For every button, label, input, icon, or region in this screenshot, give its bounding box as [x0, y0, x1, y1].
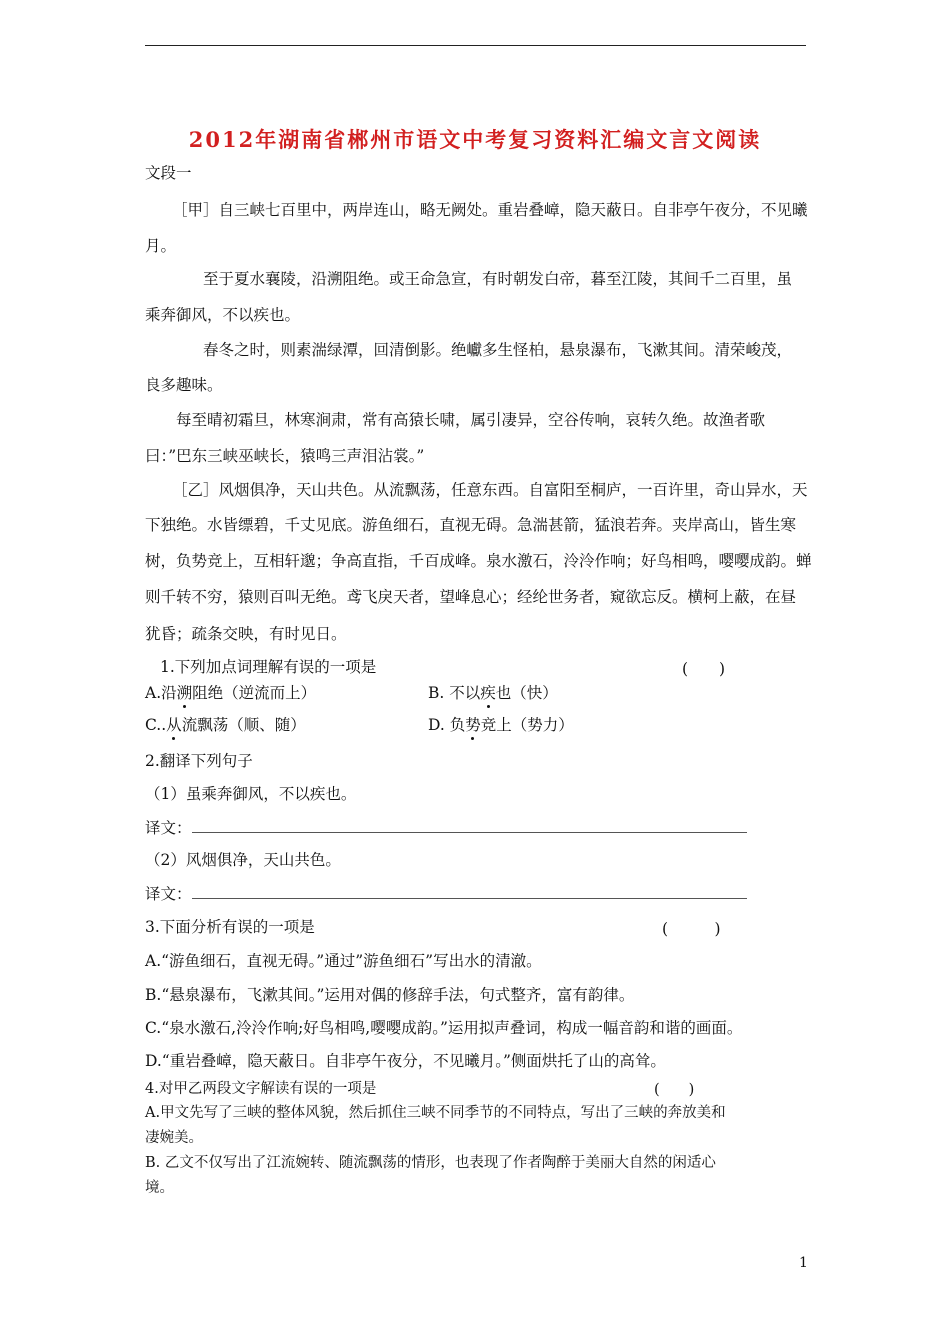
- q4-option-b-line1: B. 乙文不仅写出了江流婉转、随流飘荡的情形，也表现了作者陶醉于美丽大自然的闲适心: [145, 1155, 716, 1171]
- q2-sentence-2: （2）风烟俱净，天山共色。: [145, 851, 341, 869]
- q2-sentence-1: （1）虽乘奔御风，不以疾也。: [145, 785, 357, 803]
- translation-2-blank[interactable]: [192, 884, 747, 899]
- yi-line5: 犹昏；疏条交映，有时见日。: [145, 625, 347, 643]
- q2-translation-1: 译文：: [145, 818, 747, 838]
- q4-option-a-line1: A.甲文先写了三峡的整体风貌，然后抓住三峡不同季节的不同特点，写出了三峡的奔放美和: [145, 1105, 726, 1121]
- jia-p4-line1: 每至晴初霜旦，林寒涧肃，常有高猿长啸，属引凄异，空谷传响，哀转久绝。故渔者歌: [176, 411, 766, 429]
- q3-option-d: D.“重岩叠嶂，隐天蔽日。自非亭午夜分，不见曦月。”侧面烘托了山的高耸。: [145, 1052, 666, 1070]
- translation-1-blank[interactable]: [192, 818, 747, 833]
- jia-p2-line1: 至于夏水襄陵，沿溯阻绝。或王命急宣，有时朝发白帝，暮至江陵，其间千二百里，虽: [203, 270, 793, 288]
- q4-answer-paren: ( ): [654, 1082, 695, 1098]
- q1-option-d: D. 负势竞上（势力）: [428, 716, 574, 734]
- jia-p2-line2: 乘奔御风，不以疾也。: [145, 306, 301, 324]
- q2-translation-2: 译文：: [145, 884, 747, 904]
- jia-p1-line1: ［甲］自三峡七百里中，两岸连山，略无阙处。重岩叠嶂，隐天蔽日。自非亭午夜分，不见曦: [172, 201, 808, 219]
- q1-option-b: B. 不以疾也（快）: [428, 684, 558, 702]
- q4-option-a-line2: 凄婉美。: [145, 1130, 203, 1146]
- document-title: 2012年湖南省郴州市语文中考复习资料汇编文言文阅读: [188, 127, 762, 152]
- q3-answer-paren: ( ): [662, 920, 721, 938]
- q4-option-b-line2: 境。: [145, 1180, 174, 1196]
- q3-option-a: A.“游鱼细石，直视无碍。”通过”游鱼细石”写出水的清澈。: [145, 952, 542, 970]
- header-rule: [145, 45, 806, 46]
- jia-p3-line1: 春冬之时，则素湍绿潭，回清倒影。绝巘多生怪柏，悬泉瀑布，飞漱其间。清荣峻茂，: [203, 341, 793, 359]
- section-label: 文段一: [145, 164, 192, 182]
- q1-option-a: A.沿溯阻绝（逆流而上）: [145, 684, 317, 702]
- page-number: 1: [799, 1255, 808, 1271]
- q3-stem: 3.下面分析有误的一项是: [145, 918, 315, 936]
- q4-stem: 4.对甲乙两段文字解读有误的一项是: [145, 1081, 377, 1097]
- yi-line3: 树，负势竞上，互相轩邈；争高直指，千百成峰。泉水激石，泠泠作响；好鸟相鸣，嘤嘤成韵。蝉: [145, 552, 812, 570]
- jia-p4-line2: 曰：”巴东三峡巫峡长，猿鸣三声泪沾裳。”: [145, 447, 425, 465]
- jia-p3-line2: 良多趣味。: [145, 376, 223, 394]
- q1-option-c: C..从流飘荡（顺、随）: [145, 716, 306, 734]
- q3-option-c: C.“泉水激石,泠泠作响;好鸟相鸣,嘤嘤成韵。”运用拟声叠词，构成一幅音韵和谐的画面。: [145, 1019, 743, 1037]
- yi-line2: 下独绝。水皆缥碧，千丈见底。游鱼细石，直视无碍。急湍甚箭，猛浪若奔。夹岸高山，皆生寒: [145, 516, 797, 534]
- q2-stem: 2.翻译下列句子: [145, 752, 253, 770]
- q1-d-dotted: 势: [465, 716, 481, 734]
- q1-b-dotted: 疾: [480, 684, 496, 702]
- q3-option-b: B.“悬泉瀑布，飞漱其间。”运用对偶的修辞手法，句式整齐，富有韵律。: [145, 986, 635, 1004]
- jia-p1-line2: 月。: [145, 237, 177, 255]
- yi-line1: ［乙］风烟俱净，天山共色。从流飘荡，任意东西。自富阳至桐庐，一百许里，奇山异水，天: [172, 481, 808, 499]
- yi-line4: 则千转不穷，猿则百叫无绝。鸢飞戾天者，望峰息心；经纶世务者，窥欲忘反。横柯上蔽，在昼: [145, 588, 797, 606]
- q1-c-dotted: 从: [166, 716, 182, 734]
- q1-answer-paren: ( ): [682, 660, 726, 678]
- q1-stem: 1.下列加点词理解有误的一项是: [160, 658, 377, 676]
- q1-a-dotted: 溯: [176, 684, 193, 702]
